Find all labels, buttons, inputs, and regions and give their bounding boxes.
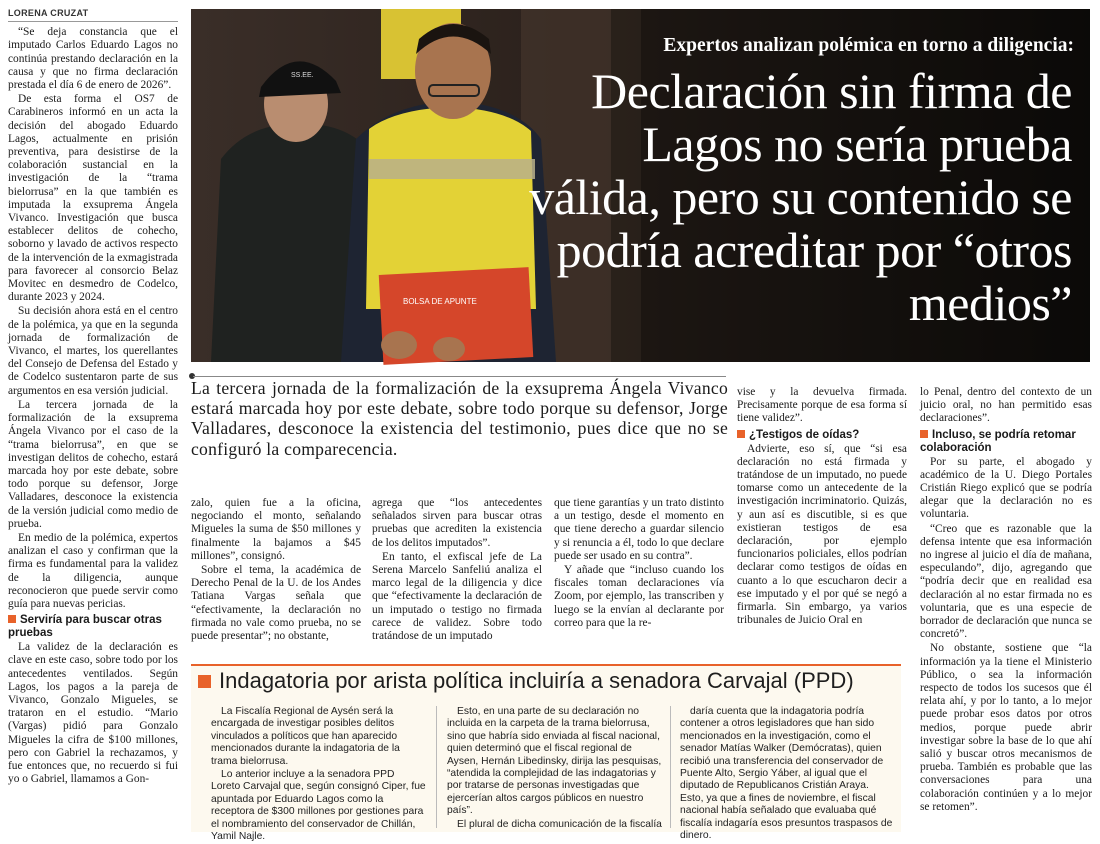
lead-paragraph: La tercera jornada de la formalización de la exsuprema Ángela Vivanco estará marcada hoy por este debate, sobre todo porque su defensor, Jorge Valladares, desconoce la existencia del testimonio, pues dice que no se configuró la comparecencia. [191, 378, 728, 459]
square-bullet-icon [920, 430, 928, 438]
paragraph: El plural de dicha comunicación de la fiscalía [457, 818, 662, 830]
square-bullet-icon [8, 615, 16, 623]
byline: LORENA CRUZAT [8, 7, 178, 22]
paragraph: Por su parte, el abogado y académico de la U. Diego Portales Cristián Riego explicó que se podría alegar que la declaración no es voluntaria. [920, 455, 1092, 521]
paragraph: Sobre el tema, la académica de Derecho Penal de la U. de los Andes Tatiana Vargas señala que “efectivamente, la declaración no firmada no vale como prueba, no se puede presentar”; no obstante, [191, 564, 361, 643]
paragraph: De esta forma el OS7 de Carabineros informó en un acta la decisión del abogado Eduardo Lagos, actualmente en prisión preventiva, para desistirse de la colaboración sustancial en la investigación de la “trama bielorrusa” en la que también es imputada la exsuprema Ángela Vivanco. Investigación que busca establecer delitos de cohecho, soborno y lavado de activos respecto de la intervención de la exmagistrada para favorecer al consorcio Belaz Movitec en desmedro de Codelco, durante 2023 y 2024. [8, 93, 178, 304]
sidebar-column-3 [680, 706, 895, 843]
paragraph: “Creo que es razonable que la defensa intente que esa información no ingrese al juicio el día de mañana, especulando”, dijo, agregando que “podría decir que en realidad esa declaración al no estar firmada no es voluntaria, que es una especie de borrador de declaración que nunca se concretó”. [920, 522, 1092, 641]
paragraph: Lo anterior incluye a la senadora PPD Loreto Carvajal que, según consignó Ciper, fue apuntada por Eduardo Lagos como la receptora de $300 millones por gestiones para el nombramiento del conservador de Chillán, Yamil Najle. [211, 769, 426, 843]
paragraph: zalo, quien fue a la oficina, negociando el monto, señalando Migueles la suma de $50 millones y finalmente la bajamos a $45 millones”, consignó. [191, 497, 361, 562]
paragraph: lo Penal, dentro del contexto de un juicio oral, no han permitido esas declaraciones”. [920, 386, 1092, 425]
paragraph: Su decisión ahora está en el centro de la polémica, ya que en la segunda jornada de formalización de Vivanco, el martes, los querellantes del Consejo de Defensa del Estado y de Codelco sustentaron parte de sus argumentos en esa versión judicial. [8, 305, 178, 397]
subheading: Incluso, se podría retomar colaboración [920, 428, 1076, 454]
paragraph: daría cuenta que la indagatoria podría contener a otros legisladores que han sido mencionados en la investigación, como el senador Matías Walker (Demócratas), quien recibió una transferencia del conservador de Puente Alto, Sergio Yáber, al igual que el diputado de Republicanos Cristián Araya. Esto, ya que a fines de noviembre, el fiscal nacional había señalado que evaluaba qué fiscalía indagaría esos presuntos traspasos de dinero. [680, 706, 893, 842]
divider [670, 706, 671, 828]
paragraph: vise y la devuelva firmada. Precisamente porque de esa forma sí tiene validez”. [737, 386, 907, 425]
sidebar-column-1 [211, 706, 426, 844]
subheading: ¿Testigos de oídas? [737, 429, 907, 442]
folder-label-text: BOLSA DE APUNTE [403, 297, 477, 306]
paragraph: Esto, en una parte de su declaración no incluida en la carpeta de la trama bielorrusa, sino que habría sido enviada al fiscal nacional, quien determinó que el fiscal regional de Aysen, Hernán Libedinsky, dirija las pesquisas, “atendida la complejidad de las indagatorias y por tratarse de personas investigadas que ejercerían altos cargos públicos en nuestro país”. [447, 706, 662, 817]
kicker: Expertos analizan polémica en torno a diligencia: [663, 35, 1074, 56]
paragraph: La Fiscalía Regional de Aysén será la encargada de investigar posibles delitos vinculados a políticos que han aparecido mencionados durante la indagatoria de la trama bielorrusa. [211, 706, 400, 767]
article-column-4 [554, 497, 724, 631]
article-column-6 [920, 386, 1092, 815]
paragraph: En tanto, el exfiscal jefe de La Serena Marcelo Sanfeliú analiza el marco legal de la diligencia y dice que “efectivamente la declaración de un imputado o testigo no firmada carece de validez. Sobre todo tratándose de un imputado [372, 550, 542, 643]
headline: Declaración sin firma de Lagos no sería prueba válida, pero su contenido se podría acreditar por “otros medios” [529, 63, 1072, 331]
paragraph: Y añade que “incluso cuando los fiscales toman declaraciones vía Zoom, por ejemplo, las transcriben y luego se la envían al declarante por correo para que la re- [554, 564, 724, 629]
square-bullet-icon [737, 430, 745, 438]
sidebar-box-title: Indagatoria por arista política incluiría a senadora Carvajal (PPD) [198, 668, 854, 694]
paragraph: que tiene garantías y un trato distinto a un testigo, desde el momento en que tiene derecho a guardar silencio y si renuncia a él, todo lo que declare puede ser usado en su contra”. [554, 497, 724, 562]
paragraph: Advierte, eso sí, que “si esa declaración no está firmada y tratándose de un imputado, no puede tomarse como un antecedente de la investigación incriminatorio. Quizás, y aun así es discutible, si es que existieran testigos de esa declaración, por ejemplo funcionarios policiales, ellos podrían declarar como testigos de oídas en cuanto a lo que escucharon decir a ese imputado y el por qué se negó a firmarla. Sin embargo, ya varios tribunales de Juicio Oral en [737, 442, 907, 627]
lead-photo [191, 9, 1090, 362]
paragraph: La tercera jornada de la formalización de la exsuprema Ángela Vivanco por el caso de la “trama bielorrusa”, en que se investigan delitos de cohecho, estará marcada hoy por este debate, sobre todo porque su defensor, Jorge Valladares, desconoce la existencia de la versión judicial como medio de prueba. [8, 398, 178, 530]
divider [193, 376, 726, 377]
article-column-3 [372, 497, 542, 644]
divider [436, 706, 437, 828]
article-column-2 [191, 497, 361, 644]
paragraph: agrega que “los antecedentes señalados sirven para buscar otras pruebas que acrediten la existencia de los delitos imputados”. [372, 497, 542, 549]
sidebar-column-2 [447, 706, 662, 832]
paragraph: La validez de la declaración es clave en este caso, sobre todo por los antecedentes ventilados. Según Lagos, los pagos a la pareja de Vivanco, Gonzalo Migueles, se trataron en el estudio. “Mario (Vargas) pidió para Gonzalo Migueles la cifra de $100 millones, pero con Gabriel la rechazamos, y fue entonces que, no recuerdo si fui yo o Gabriel, llamamos a Gon- [8, 641, 178, 786]
article-column-5 [737, 386, 907, 628]
cap-badge-text: SS.EE. [291, 72, 314, 79]
paragraph: “Se deja constancia que el imputado Carlos Eduardo Lagos no continúa prestando declaración en la causa y que no firma declaración prestada el día 6 de enero de 2026”. [8, 26, 178, 92]
article-column-1 [8, 7, 178, 787]
square-bullet-icon [198, 675, 211, 688]
paragraph: En medio de la polémica, expertos analizan el caso y confirman que la firma es fundamental para la validez de la diligencia, aunque reconocieron que puede servir como guía para nuevas pericias. [8, 531, 178, 610]
paragraph: No obstante, sostiene que “la información ya la tiene el Ministerio Público, o sea la información respecto de todos los sucesos que él relata ahí, y por lo tanto, a lo mejor puede probar esos datos por otros medios, porque puede abrir investigar sobre la base de lo que ahí salió y buscar otros mecanismos de prueba. También es probable que las conversaciones para una colaboración continúen y a lo mejor se retomen”. [920, 642, 1092, 813]
subheading: Serviría para buscar otras pruebas [8, 614, 162, 640]
